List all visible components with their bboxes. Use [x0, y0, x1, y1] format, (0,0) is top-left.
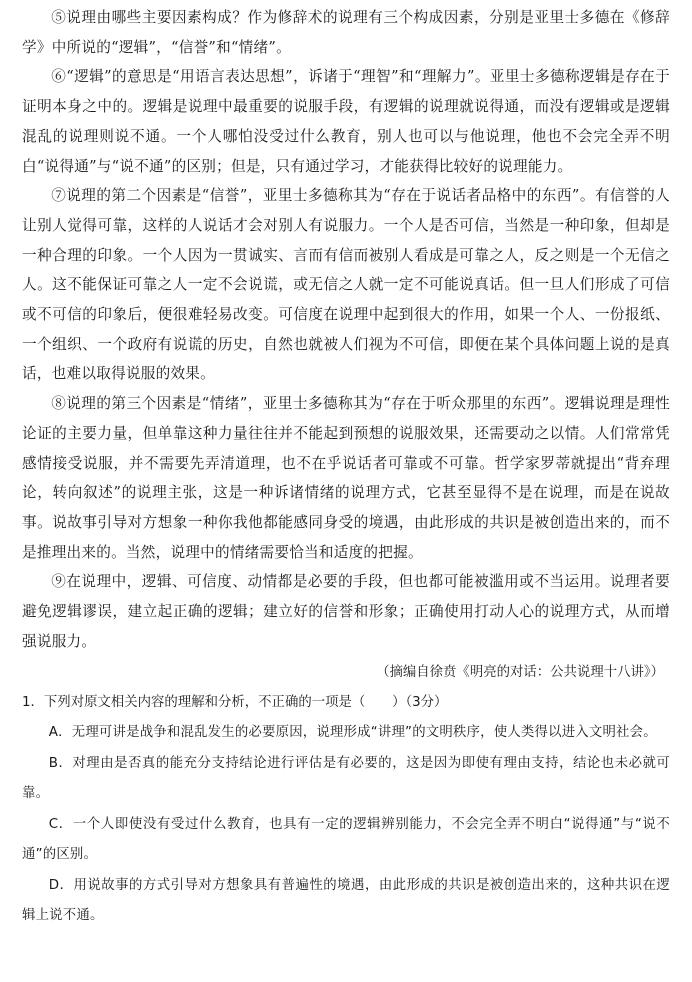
option-c: C．一个人即使没有受过什么教育，也具有一定的逻辑辨别能力，不会完全弄不明白“说得通”与“说不通”的区别。	[22, 816, 670, 863]
paragraph-7: ⑦说理的第二个因素是“信誉”，亚里士多德称其为“存在于说话者品格中的东西”。有信誉的人让别人觉得可靠，这样的人说话才会对别人有说服力。一个人是否可信，当然是一种印象，但却是一种合理的印象。一个人因为一贯诚实、言而有信而被别人看成是可靠之人，反之则是一个无信之人。这不能保证可靠之人一定不会说谎，或无信之人就一定不可能说真话。但一旦人们形成了可信或不可信的印象后，便很难轻易改变。可信度在说理中起到很大的作用，如果一个人、一份报纸、一个组织、一个政府有说谎的历史，自然也就被人们视为不可信，即便在某个具体问题上说的是真话，也难以取得说服的效果。	[22, 187, 670, 383]
question-stem: 1．下列对原文相关内容的理解和分析，不正确的一项是（ ）（3分）	[22, 695, 448, 711]
paragraph-8: ⑧说理的第三个因素是“情绪”，亚里士多德称其为“存在于听众那里的东西”。逻辑说理是理性论证的主要力量，但单靠这种力量往往并不能起到预想的说服效果，还需要动之以情。人们常常凭感情接受说服，并不需要先弄清道理，也不在乎说话者可靠或不可靠。哲学家罗蒂就提出“背弃理论，转向叙述”的说理主张，这是一种诉诸情绪的说理方式，它甚至显得不是在说理，而是在说故事。说故事引导对方想象一种你我他都能感同身受的境遇，由此形成的共识是被创造出来的，而不是推理出来的。当然，说理中的情绪需要恰当和适度的把握。	[22, 395, 670, 561]
option-a: A．无理可讲是战争和混乱发生的必要原因，说理形成“讲理”的文明秩序，使人类得以进入文明社会。	[48, 725, 657, 741]
option-b: B．对理由是否真的能充分支持结论进行评估是有必要的，这是因为即使有理由支持，结论也未必就可靠。	[22, 755, 670, 802]
option-d: D．用说故事的方式引导对方想象具有普遍性的境遇，由此形成的共识是被创造出来的，这种共识在逻辑上说不通。	[22, 877, 670, 924]
source-citation: （摘编自徐贲《明亮的对话：公共说理十八讲》）	[376, 665, 664, 681]
paragraph-5: ⑤说理由哪些主要因素构成？作为修辞术的说理有三个构成因素，分别是亚里士多德在《修辞学》中所说的“逻辑”，“信誉”和“情绪”。	[22, 9, 670, 56]
paragraph-6: ⑥“逻辑”的意思是“用语言表达思想”，诉诸于“理智”和“理解力”。亚里士多德称逻辑是存在于证明本身之中的。逻辑是说理中最重要的说服手段，有逻辑的说理就说得通，而没有逻辑或是逻辑混乱的说理则说不通。一个人哪怕没受过什么教育，别人也可以与他说理，他也不会完全弄不明白“说得通”与“说不通”的区别；但是，只有通过学习，才能获得比较好的说理能力。	[22, 68, 670, 175]
paragraph-9: ⑨在说理中，逻辑、可信度、动情都是必要的手段，但也都可能被滥用或不当运用。说理者要避免逻辑谬误，建立起正确的逻辑；建立好的信誉和形象；正确使用打动人心的说理方式，从而增强说服力。	[22, 573, 670, 650]
